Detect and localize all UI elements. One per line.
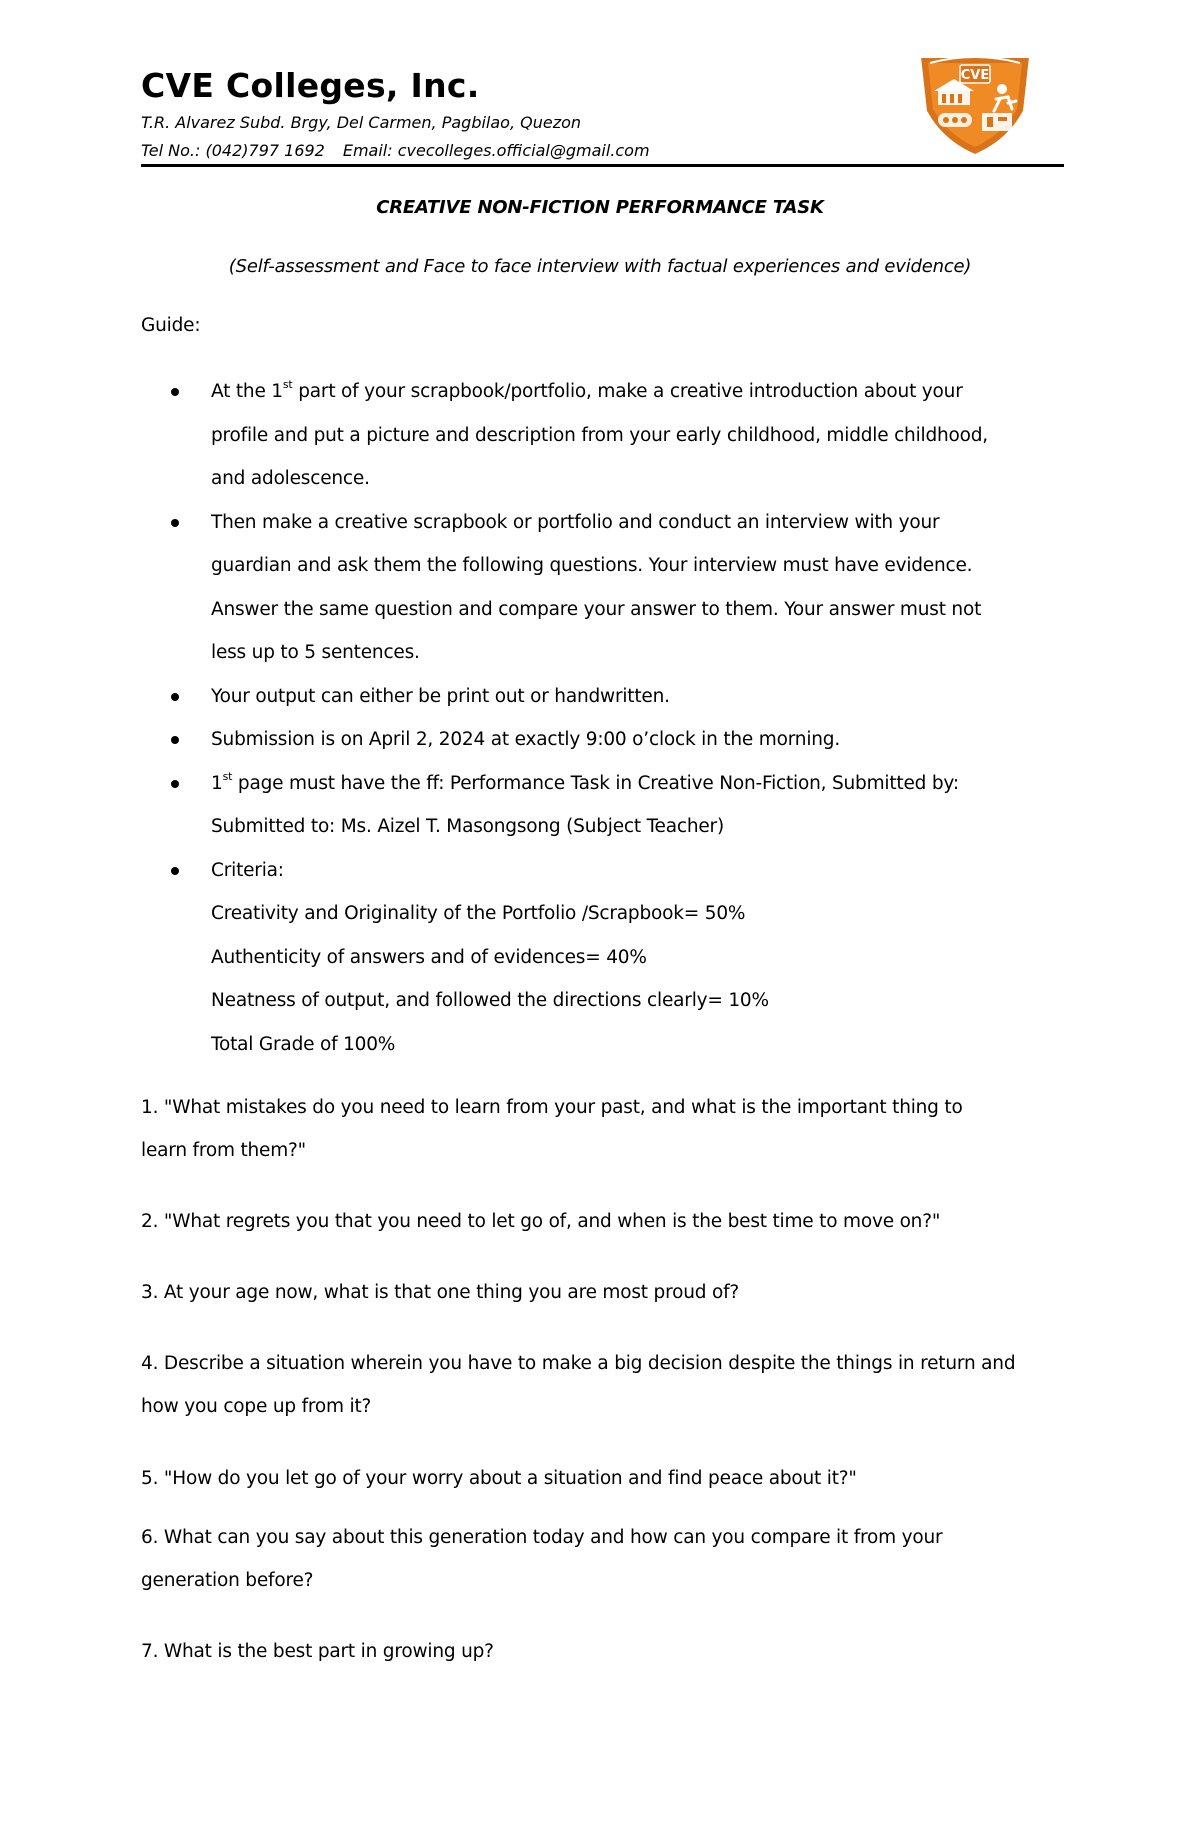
question-2: 2. "What regrets you that you need to let go of, and when is the best time to move on?" [141,1211,941,1232]
organization-contact [141,141,650,160]
criteria-item: Creativity and Originality of the Portfolio /Scrapbook= 50% [211,903,746,924]
bullet-icon [171,519,179,527]
criteria-item: Authenticity of answers and of evidences= 40% [211,946,647,968]
guide-heading: Guide: [141,315,201,336]
guide-item: 1st page must have the ff: Performance Task in Creative Non-Fiction, Submitted by: Submitted to: Ms. Aizel T. Masongsong (Subject Teacher) [141,762,1061,849]
guide-item: At the 1st part of your scrapbook/portfolio, make a creative introduction about your profile and put a picture and description from your early childhood, middle childhood, and adolescence. [141,370,1061,501]
guide-list [141,370,1061,1066]
telephone-number: Tel No.: (042)797 1692 [141,141,325,160]
question-7: 7. What is the best part in growing up? [141,1641,494,1662]
cve-shield-logo [916,49,1034,157]
question-6: 6. What can you say about this generation today and how can you compare it from your generation before? [141,1527,943,1591]
logo-text: CVE [960,68,990,83]
guide-item: Your output can either be print out or handwritten. [141,675,1061,719]
guide-item: Criteria: Creativity and Originality of the Portfolio /Scrapbook= 50% Authenticity of answers and of evidences= 40% Neatness of output, and followed the directions clearly= 10% Total Grade of 100% [141,849,1061,1067]
question-4: 4. Describe a situation wherein you have to make a big decision despite the things in return and how you cope up from it? [141,1353,1016,1417]
question-3: 3. At your age now, what is that one thing you are most proud of? [141,1282,740,1303]
bullet-icon [171,388,179,396]
guide-item: Then make a creative scrapbook or portfolio and conduct an interview with your guardian and ask them the following questions. Your interview must have evidence. Answer the same question and compare your answer to them. Your answer must not less up to 5 sentences. [141,501,1061,675]
question-5: 5. "How do you let go of your worry about a situation and find peace about it?" [141,1468,857,1489]
email-address: Email: cvecolleges.official@gmail.com [342,141,650,160]
question-1: 1. "What mistakes do you need to learn from your past, and what is the important thing to learn from them?" [141,1097,963,1161]
bullet-icon [171,780,179,788]
guide-item: Submission is on April 2, 2024 at exactly 9:00 o’clock in the morning. [141,718,1061,762]
organization-address: T.R. Alvarez Subd. Brgy, Del Carmen, Pagbilao, Quezon [141,113,582,132]
document-title: CREATIVE NON-FICTION PERFORMANCE TASK [376,197,824,218]
header-divider [141,164,1064,167]
bullet-icon [171,867,179,875]
document-subtitle: (Self-assessment and Face to face interview with factual experiences and evidence) [228,256,972,277]
criteria-item: Neatness of output, and followed the directions clearly= 10% [211,990,769,1011]
bullet-icon [171,736,179,744]
criteria-total: Total Grade of 100% [211,1033,396,1055]
bullet-icon [171,693,179,701]
organization-name: CVE Colleges, Inc. [141,66,480,105]
